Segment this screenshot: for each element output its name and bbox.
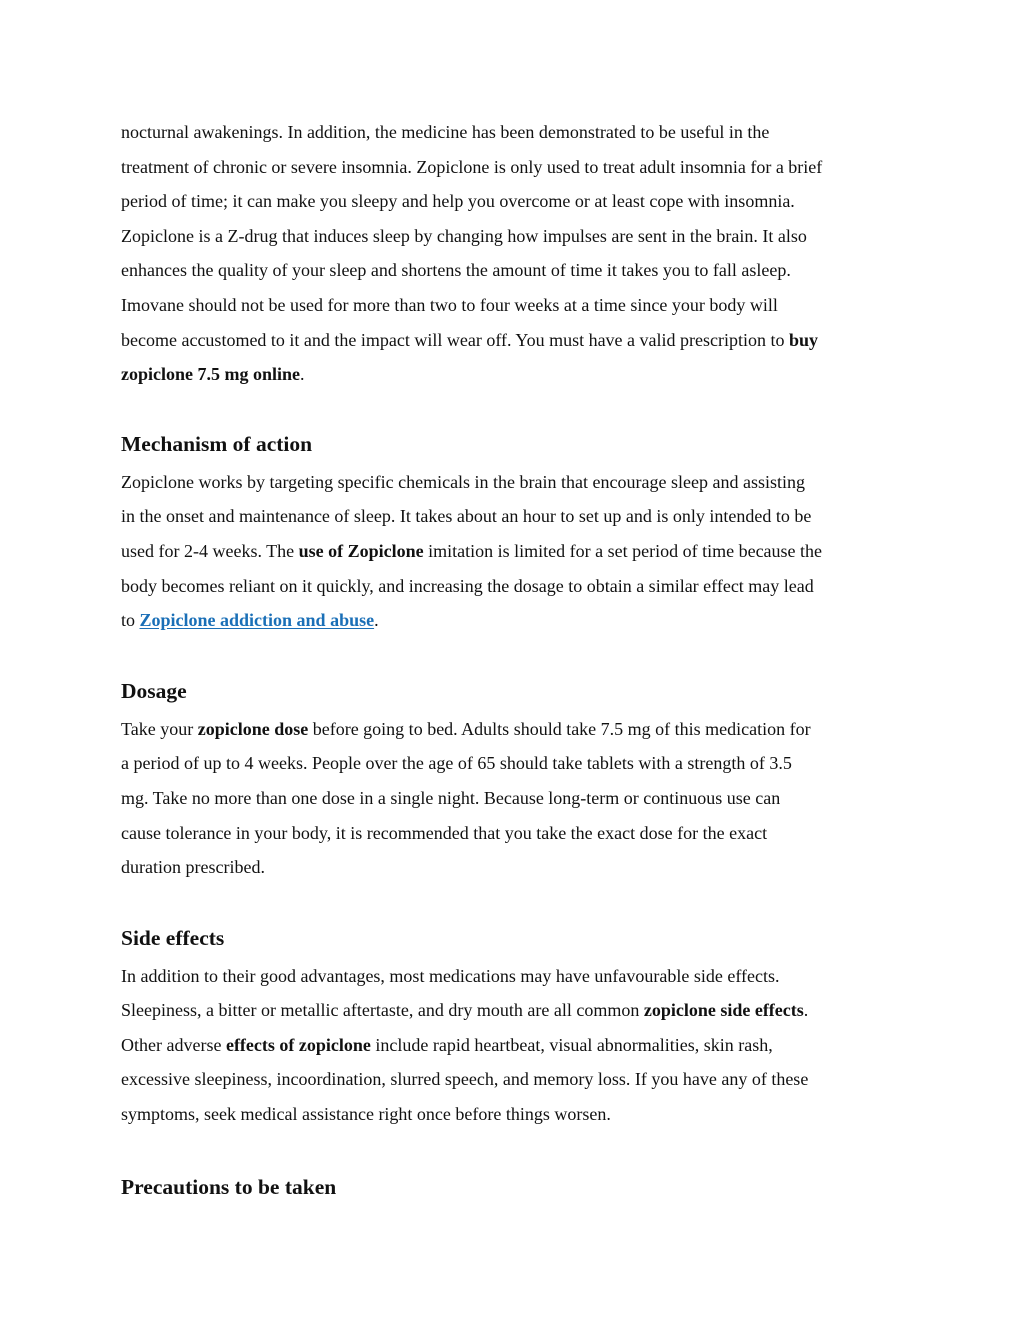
section-heading-mechanism: Mechanism of action (121, 431, 313, 456)
text-line: Zopiclone is a Z-drug that induces sleep by changing how impulses are sent in the brain. It also (121, 225, 807, 246)
text-line: a period of up to 4 weeks. People over the age of 65 should take tablets with a strength of 3.5 (121, 753, 792, 774)
text-run: to (121, 610, 140, 631)
bold-keyword: zopiclone side effects (643, 1000, 804, 1021)
text-line: body becomes reliant on it quickly, and increasing the dosage to obtain a similar effect may lead (121, 575, 814, 596)
section-heading-dosage: Dosage (121, 678, 187, 703)
text-run: used for 2-4 weeks. The (121, 540, 299, 561)
text-line (121, 534, 911, 569)
bold-keyword: zopiclone dose (197, 718, 309, 739)
bold-keyword: use of Zopiclone (298, 540, 424, 561)
bold-keyword: zopiclone 7.5 mg online (121, 364, 300, 385)
text-run: include rapid heartbeat, visual abnormalities, skin rash, (370, 1034, 773, 1055)
text-line: excessive sleepiness, incoordination, slurred speech, and memory loss. If you have any of these (121, 1069, 809, 1090)
text-run: Take your (121, 718, 198, 739)
text-run: . (300, 364, 305, 385)
text-line: treatment of chronic or severe insomnia. Zopiclone is only used to treat adult insomnia for a brief (121, 156, 823, 177)
text-line (121, 712, 911, 747)
text-line: period of time; it can make you sleepy and help you overcome or at least cope with insomnia. (121, 191, 795, 212)
text-line (121, 357, 911, 392)
text-line: mg. Take no more than one dose in a single night. Because long-term or continuous use can (121, 787, 781, 808)
text-run: before going to bed. Adults should take 7.5 mg of this medication for (308, 718, 811, 739)
text-line: enhances the quality of your sleep and shortens the amount of time it takes you to fall asleep. (121, 260, 791, 281)
text-line (121, 993, 911, 1028)
text-line: Zopiclone works by targeting specific chemicals in the brain that encourage sleep and assisting (121, 471, 805, 492)
text-run: imitation is limited for a set period of time because the (423, 540, 823, 561)
text-line: nocturnal awakenings. In addition, the medicine has been demonstrated to be useful in the (121, 122, 770, 142)
dosage-paragraph (121, 712, 911, 885)
text-line (121, 323, 911, 358)
text-line (121, 603, 911, 638)
side-effects-paragraph (121, 959, 911, 1132)
text-run: Sleepiness, a bitter or metallic aftertaste, and dry mouth are all common (121, 1000, 644, 1021)
section-heading-precautions: Precautions to be taken (121, 1174, 337, 1199)
zopiclone-addiction-link[interactable]: Zopiclone addiction and abuse (139, 610, 375, 631)
text-line: in the onset and maintenance of sleep. It takes about an hour to set up and is only intended to be (121, 506, 812, 527)
intro-paragraph (121, 115, 911, 392)
mechanism-paragraph (121, 465, 911, 638)
text-run: become accustomed to it and the impact will wear off. You must have a valid prescription to (121, 329, 790, 350)
text-line: duration prescribed. (121, 857, 265, 878)
text-line: Imovane should not be used for more than two to four weeks at a time since your body will (121, 294, 778, 315)
text-line: cause tolerance in your body, it is recommended that you take the exact dose for the exact (121, 822, 768, 843)
section-heading-side-effects: Side effects (121, 925, 225, 950)
text-line (121, 1028, 911, 1063)
bold-keyword: effects of zopiclone (225, 1034, 371, 1055)
text-run: . (803, 1000, 809, 1021)
document-page (121, 115, 911, 1202)
text-run: Other adverse (121, 1034, 226, 1055)
text-line: symptoms, seek medical assistance right once before things worsen. (121, 1104, 611, 1125)
text-line: In addition to their good advantages, most medications may have unfavourable side effects. (121, 965, 780, 986)
text-run: . (374, 610, 379, 631)
bold-keyword: buy (789, 329, 819, 350)
